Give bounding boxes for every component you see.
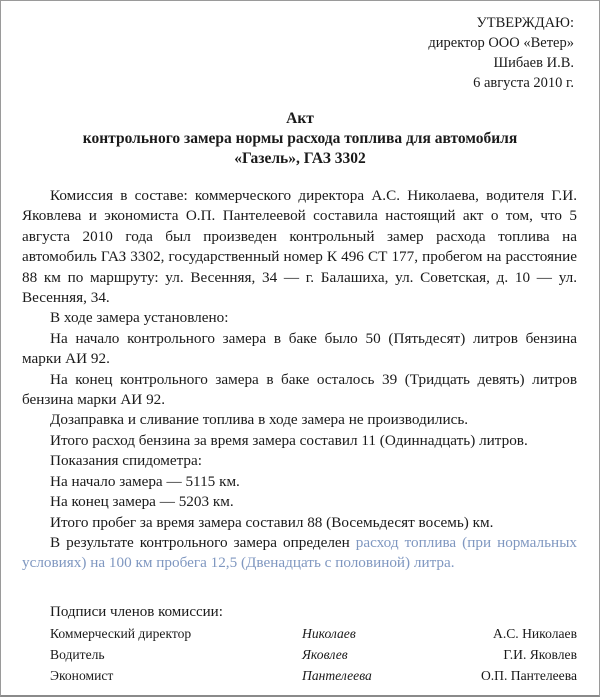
signature-handwritten: Пантелеева bbox=[302, 668, 372, 683]
paragraph-odometer-start: На начало замера — 5115 км. bbox=[50, 472, 240, 490]
signatures-heading: Подписи членов комиссии: bbox=[50, 604, 223, 620]
paragraph-no-refuel: Дозаправка и сливание топлива в ходе замера не производились. bbox=[50, 411, 469, 429]
signature-role: Экономист bbox=[50, 668, 114, 683]
signatures-block bbox=[50, 601, 577, 686]
paragraph-odometer-end: На конец замера — 5203 км. bbox=[50, 493, 234, 511]
signature-handwritten: Николаев bbox=[302, 626, 356, 641]
signature-role: Водитель bbox=[50, 647, 105, 662]
approval-position: директор ООО «Ветер» bbox=[428, 35, 574, 51]
signature-role: Коммерческий директор bbox=[50, 626, 192, 641]
signature-handwritten: Яковлев bbox=[302, 647, 348, 662]
approval-name: Шибаев И.В. bbox=[493, 55, 574, 71]
document-title bbox=[1, 109, 599, 169]
signature-name: А.С. Николаев bbox=[493, 626, 577, 641]
title-line-1: Акт bbox=[286, 110, 314, 127]
signature-name: О.П. Пантелеева bbox=[480, 668, 577, 683]
paragraph-fuel-total: Итого расход бензина за время замера составил 11 (Одиннадцать) литров. bbox=[50, 431, 528, 449]
paragraph-fuel-end: На конец контрольного замера в баке осталось 39 (Тридцать девять) литров бензина марки АИ 92. bbox=[22, 370, 577, 409]
signature-row bbox=[50, 623, 577, 644]
paragraph-fuel-start: На начало контрольного замера в баке было 50 (Пятьдесят) литров бензина марки АИ 92. bbox=[22, 329, 577, 368]
title-line-2: контрольного замера нормы расхода топлива для автомобиля bbox=[82, 130, 518, 147]
signature-name: Г.И. Яковлев bbox=[503, 647, 577, 662]
title-line-3: «Газель», ГАЗ 3302 bbox=[234, 150, 366, 167]
approval-heading: УТВЕРЖДАЮ: bbox=[476, 15, 574, 31]
paragraph-findings-intro: В ходе замера установлено: bbox=[50, 309, 229, 327]
conclusion-prefix: В результате контрольного замера определен bbox=[50, 533, 356, 551]
conclusion-highlight: расход топлива (при нормальных условиях) на 100 км пробега 12,5 (Двенадцать с половиной) литра. bbox=[22, 533, 577, 572]
paragraph-commission: Комиссия в составе: коммерческого директора А.С. Николаева, водителя Г.И. Яковлева и экономиста О.П. Пантелеевой составила настоящий акт о том, что 5 августа 2010 года был произведен контрольный замер расхода топлива на автомобиль ГАЗ 3302, государственный номер К 496 СТ 177, пробегом на расстояние 88 км по маршруту: ул. Весенняя, 34 — г. Балашиха, ул. Советская, д. 10 — ул. Весенняя, 34. bbox=[22, 187, 577, 307]
paragraph-odometer-intro: Показания спидометра: bbox=[50, 452, 202, 470]
paragraph-conclusion bbox=[22, 533, 577, 574]
signature-row bbox=[50, 644, 577, 665]
paragraph-distance-total: Итого пробег за время замера составил 88 (Восемьдесят восемь) км. bbox=[50, 513, 494, 531]
document-body bbox=[22, 186, 577, 574]
approval-date: 6 августа 2010 г. bbox=[473, 75, 574, 91]
signature-row bbox=[50, 665, 577, 686]
approval-block bbox=[428, 13, 574, 93]
